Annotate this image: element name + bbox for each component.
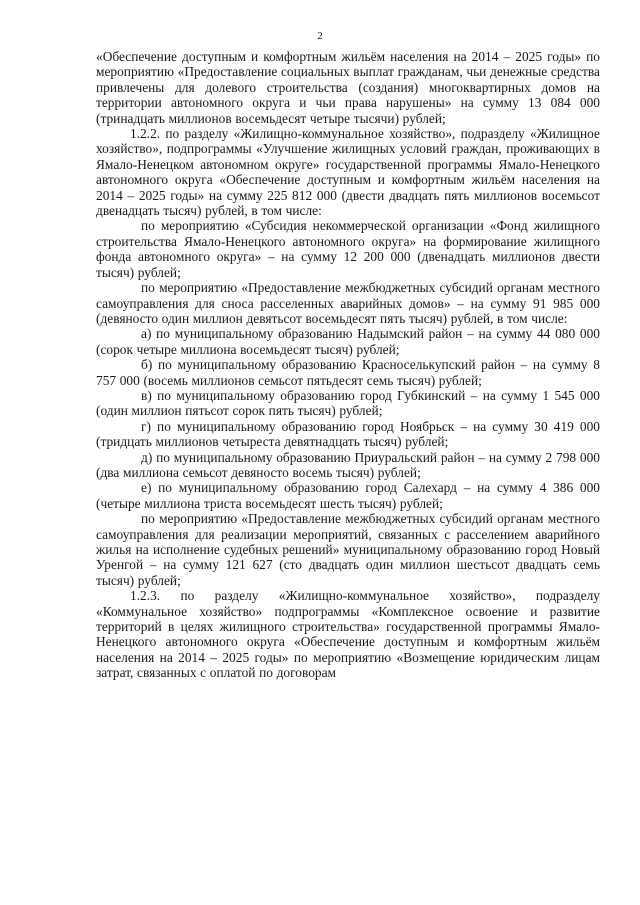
- paragraph-demolition-subsidies: по мероприятию «Предоставление межбюджетных субсидий органам местного самоуправления для сноса расселенных аварийных домов» – на сумму 91 985 000 (девяносто один миллион девятьсот восемьдесят пять тысяч) рублей, в том числе:: [96, 280, 600, 326]
- page-number: 2: [317, 30, 323, 42]
- list-item-nadym: а) по муниципальному образованию Надымский район – на сумму 44 080 000 (сорок четыре миллиона восемьдесят тысяч) рублей;: [96, 326, 600, 357]
- paragraph-housing-fund-subsidy: по мероприятию «Субсидия некоммерческой организации «Фонд жилищного строительства Ямало-Ненецкого автономного округа» на формирование жилищного фонда автономного округа» – на сумму 12 200 000 (двенадцать миллионов двести тысяч) рублей;: [96, 218, 600, 280]
- paragraph-program-housing-payments: «Обеспечение доступным и комфортным жильём населения на 2014 – 2025 годы» по мероприятию «Предоставление социальных выплат гражданам, чьи денежные средства привлечены для долевого строительства (создания) многоквартирных домов на территории автономного округа и чьи права нарушены» на сумму 13 084 000 (тринадцать миллионов восемьдесят четыре тысячи) рублей;: [96, 49, 600, 126]
- list-item-gubkinsky: в) по муниципальному образованию город Губкинский – на сумму 1 545 000 (один миллион пятьсот сорок пять тысяч) рублей;: [96, 387, 600, 419]
- paragraph-1-2-2: 1.2.2. по разделу «Жилищно-коммунальное хозяйство», подразделу «Жилищное хозяйство», подпрограммы «Улучшение жилищных условий граждан, проживающих в Ямало-Ненецком автономном округе» государственной программы Ямало-Ненецкого автономного округа «Обеспечение доступным и комфортным жильём населения на 2014 – 2025 годы» на сумму 225 812 000 (двести двадцать пять миллионов восемьсот двенадцать тысяч) рублей, в том числе:: [96, 126, 600, 219]
- list-item-salekhard: е) по муниципальному образованию город Салехард – на сумму 4 386 000 (четыре миллиона триста восемьдесят шесть тысяч) рублей;: [96, 480, 600, 511]
- paragraph-resettlement-court-decisions: по мероприятию «Предоставление межбюджетных субсидий органам местного самоуправления для реализации мероприятий, связанных с расселением аварийного жилья на исполнение судебных решений» муниципальному образованию город Новый Уренгой – на сумму 121 627 (сто двадцать один миллион шестьсот двадцать семь тысяч) рублей;: [96, 511, 600, 588]
- list-item-krasnoselkup: б) по муниципальному образованию Красноселькупский район – на сумму 8 757 000 (восемь миллионов семьсот пятьдесят семь тысяч) рублей;: [96, 357, 600, 388]
- paragraph-1-2-3: 1.2.3. по разделу «Жилищно-коммунальное хозяйство», подразделу «Коммунальное хозяйство» подпрограммы «Комплексное освоение и развитие территорий в целях жилищного строительства» государственной программы Ямало-Ненецкого автономного округа «Обеспечение доступным и комфортным жильём населения на 2014 – 2025 годы» по мероприятию «Возмещение юридическим лицам затрат, связанных с оплатой по договорам: [96, 588, 600, 681]
- list-item-noyabrsk: г) по муниципальному образованию город Ноябрьск – на сумму 30 419 000 (тридцать миллионов четыреста девятнадцать тысяч) рублей;: [96, 418, 600, 450]
- list-item-priuralsky: д) по муниципальному образованию Приуральский район – на сумму 2 798 000 (два миллиона семьсот девяносто восемь тысяч) рублей;: [96, 449, 600, 480]
- document-body: [96, 49, 600, 681]
